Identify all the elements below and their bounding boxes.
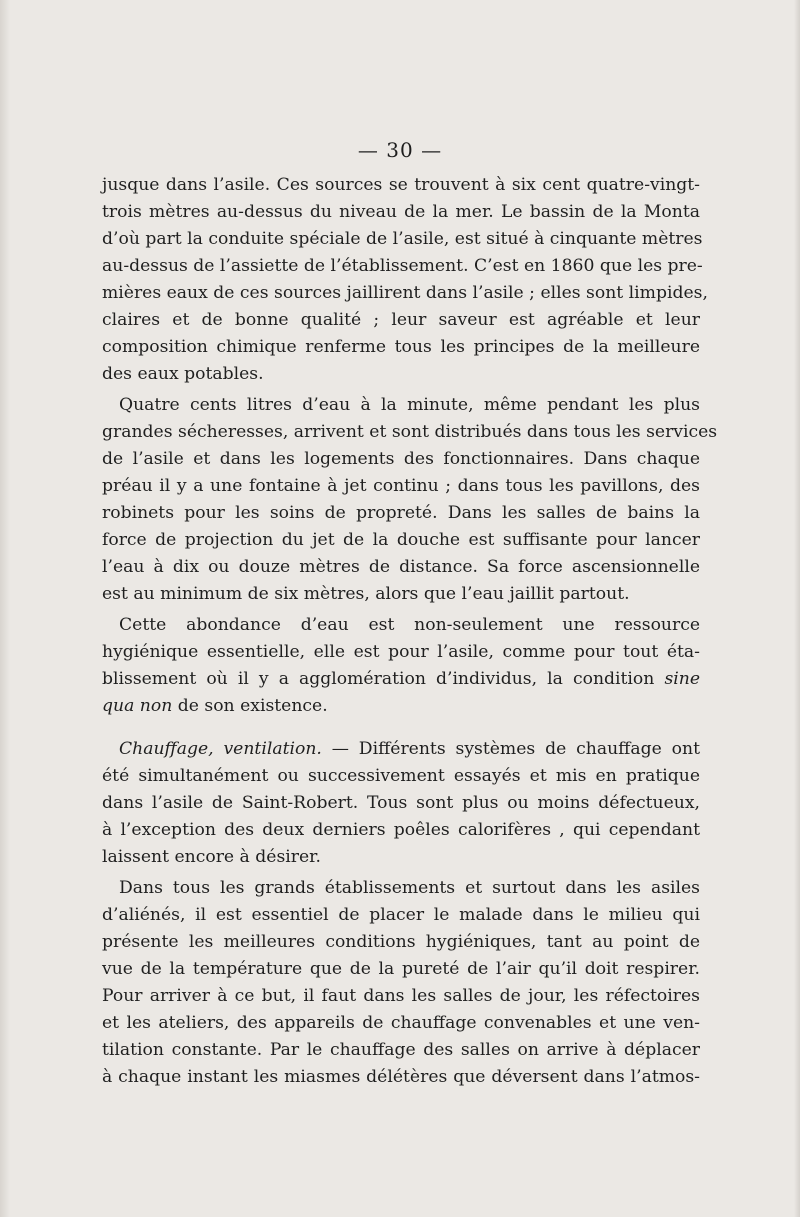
italic-text: qua non [102, 696, 173, 716]
text-segment: blissement où il y a agglomération d’individus, la condition [102, 669, 655, 689]
text-line: l’eau à dix ou douze mètres de distance. Sa force ascensionnelle [102, 557, 700, 577]
section-heading-line [102, 736, 700, 763]
text-line: présente les meilleures conditions hygiéniques, tant au point de [102, 932, 700, 952]
text-line: est au minimum de six mètres, alors que l’eau jaillit partout. [102, 584, 630, 604]
italic-text: sine [664, 669, 700, 689]
paragraph-water-sources [102, 172, 708, 388]
paragraph-water-volume [102, 392, 718, 608]
text-line: dans l’asile de Saint-Robert. Tous sont plus ou moins défectueux, [102, 793, 700, 813]
text-line: mières eaux de ces sources jaillirent dans l’asile ; elles sont limpides, [102, 283, 708, 303]
text-line: de l’asile et dans les logements des fonctionnaires. Dans chaque [102, 449, 700, 469]
text-line: Cette abondance d’eau est non-seulement une ressource [119, 615, 700, 635]
text-line: claires et de bonne qualité ; leur saveur est agréable et leur [102, 310, 700, 330]
text-segment: de son existence. [172, 696, 328, 716]
text-line: Quatre cents litres d’eau à la minute, même pendant les plus [119, 395, 700, 415]
text-line: d’aliénés, il est essentiel de placer le malade dans le milieu qui [102, 905, 700, 925]
text-line: vue de la température que de la pureté de l’air qu’il doit respirer. [102, 959, 700, 979]
text-line: d’où part la conduite spéciale de l’asile, est situé à cinquante mètres [102, 229, 703, 249]
text-line: laissent encore à désirer. [102, 847, 321, 867]
text-line [102, 666, 700, 693]
paragraph-heating-ventilation [102, 736, 700, 871]
text-line: Dans tous les grands établissements et surtout dans les asiles [119, 878, 700, 898]
text-line: au-dessus de l’assiette de l’établissement. C’est en 1860 que les pre- [102, 256, 703, 276]
text-line: été simultanément ou successivement essayés et mis en pratique [102, 766, 700, 786]
text-line: trois mètres au-dessus du niveau de la mer. Le bassin de la Monta [102, 202, 700, 222]
section-heading: Chauffage, ventilation. [119, 739, 322, 759]
paragraph-water-abundance [102, 612, 700, 720]
text-line: grandes sécheresses, arrivent et sont distribués dans tous les services [102, 422, 718, 442]
page-edge-left [0, 0, 10, 1217]
text-line: hygiénique essentielle, elle est pour l’asile, comme pour tout éta- [102, 642, 700, 662]
text-line: des eaux potables. [102, 364, 264, 384]
text-line: à l’exception des deux derniers poêles calorifères , qui cependant [102, 820, 700, 840]
text-line: force de projection du jet de la douche est suffisante pour lancer [102, 530, 700, 550]
text-line: à chaque instant les miasmes délétères que déversent dans l’atmos- [102, 1067, 700, 1087]
page-edge-right [794, 0, 800, 1217]
page-number: — 30 — [357, 138, 443, 162]
body-text [102, 172, 718, 1091]
text-line: tilation constante. Par le chauffage des salles on arrive à déplacer [102, 1040, 700, 1060]
text-line: Pour arriver à ce but, il faut dans les salles de jour, les réfectoires [102, 986, 700, 1006]
text-line [102, 693, 700, 720]
text-segment: — Différents systèmes de chauffage ont [321, 739, 700, 759]
text-line: et les ateliers, des appareils de chauffage convenables et une ven- [102, 1013, 700, 1033]
text-line: jusque dans l’asile. Ces sources se trouvent à six cent quatre-vingt- [102, 175, 700, 195]
text-line: robinets pour les soins de propreté. Dans les salles de bains la [102, 503, 700, 523]
text-line: préau il y a une fontaine à jet continu ; dans tous les pavillons, des [102, 476, 700, 496]
paragraph-establishments [102, 875, 700, 1091]
text-line: composition chimique renferme tous les principes de la meilleure [102, 337, 700, 357]
